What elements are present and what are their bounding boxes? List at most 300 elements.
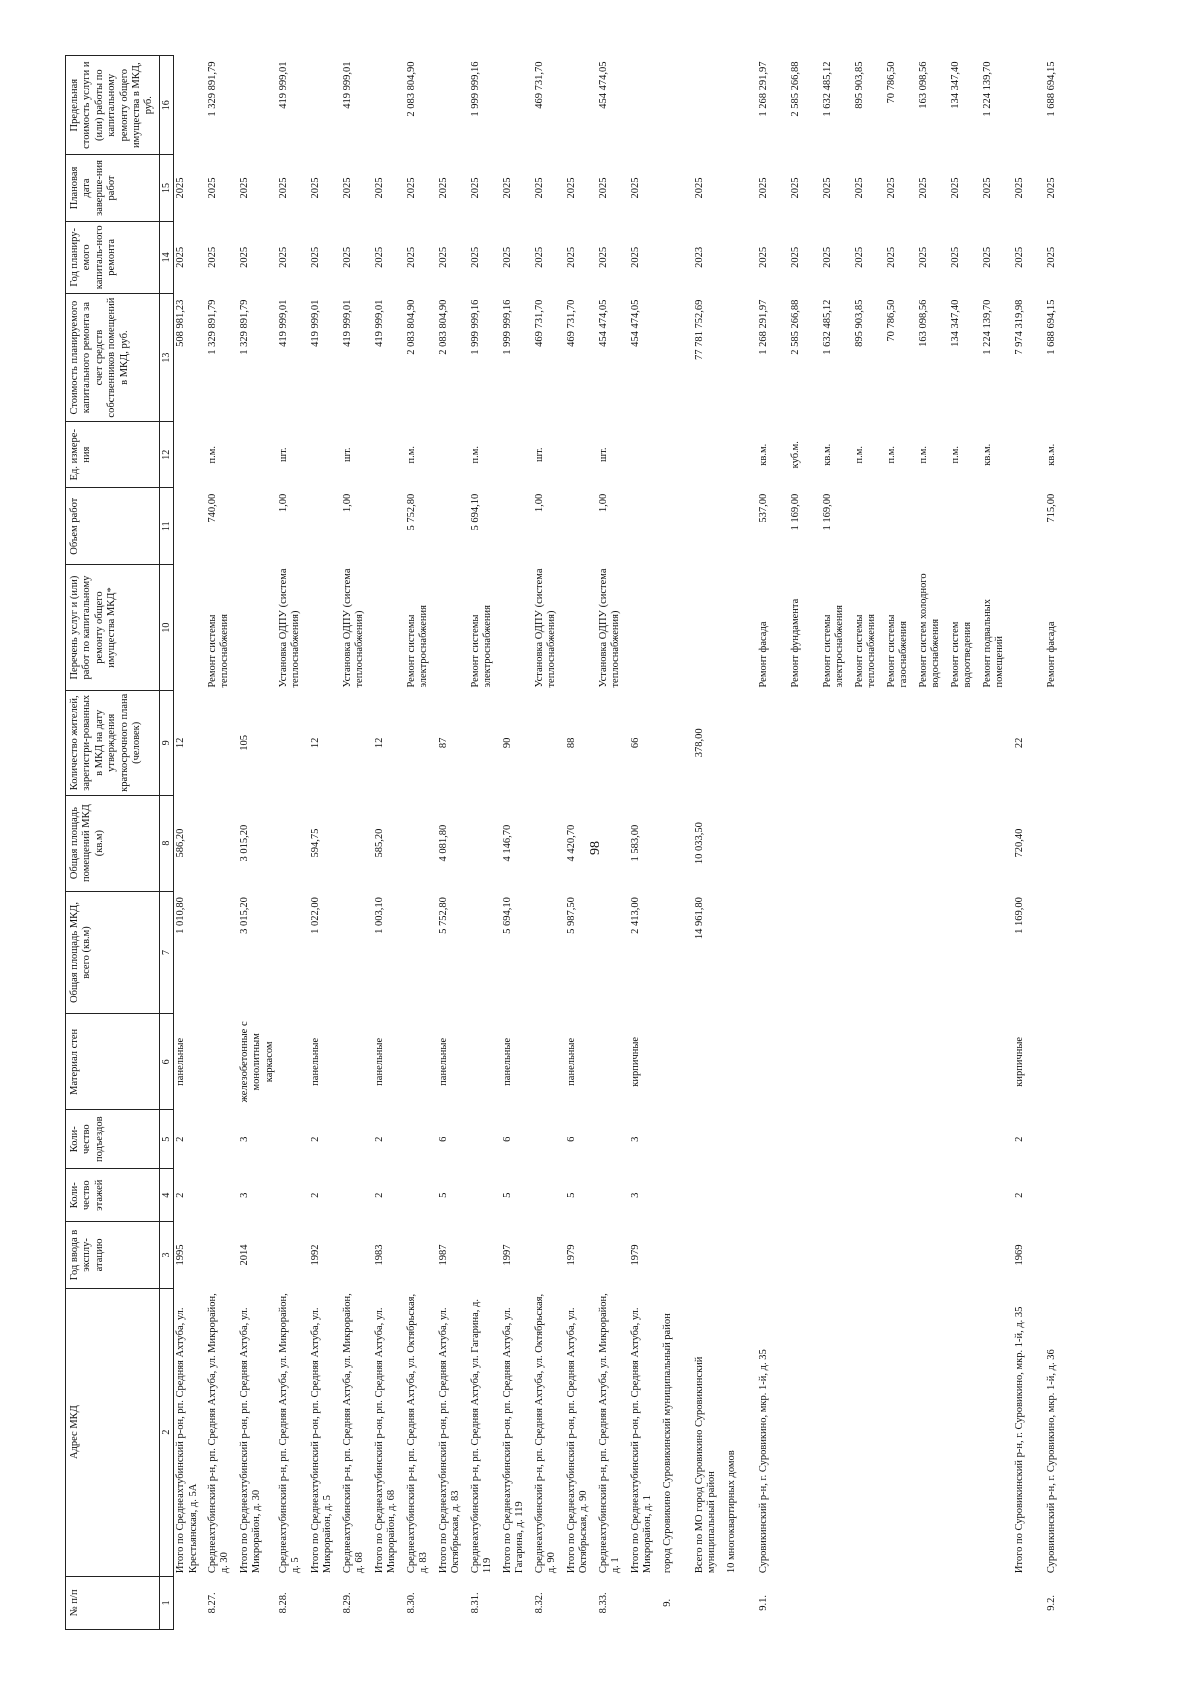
repair-year-cell: 2025 bbox=[630, 246, 642, 268]
completion-year-cell: 2025 bbox=[598, 177, 610, 199]
work-type-cell: Установка ОДПУ (система теплоснабжения) bbox=[278, 568, 302, 688]
page-number: 98 bbox=[588, 841, 603, 855]
entrances-cell bbox=[1045, 1110, 1077, 1169]
volume-cell: 1,00 bbox=[534, 493, 546, 513]
premises-area-cell bbox=[1045, 795, 1077, 891]
cost-cell: 469 731,70 bbox=[566, 299, 578, 347]
total-area-cell: 14 961,80 bbox=[694, 897, 706, 940]
address-cell bbox=[853, 1288, 885, 1576]
floors-cell bbox=[853, 1169, 885, 1222]
wall-material-cell bbox=[757, 1014, 789, 1110]
repair-year-cell: 2025 bbox=[1014, 246, 1026, 268]
header-cell: Стоимость планируемого капитального ремонта за счет средств собственников помещений в МКД, руб. bbox=[66, 294, 160, 422]
wall-material-cell bbox=[469, 1014, 501, 1110]
header-cell: Объем работ bbox=[66, 488, 160, 565]
year-cell bbox=[469, 1222, 501, 1288]
row-number bbox=[238, 1576, 277, 1629]
work-type-cell: Ремонт фасада bbox=[1046, 621, 1058, 688]
repair-year-cell: 2025 bbox=[1046, 246, 1058, 268]
volume-cell bbox=[174, 488, 206, 565]
table-row bbox=[981, 56, 1013, 1630]
total-area-cell: 2 413,00 bbox=[630, 897, 642, 934]
row-number bbox=[565, 1576, 597, 1629]
total-area-cell: 1 022,00 bbox=[310, 897, 322, 934]
work-type-cell: Установка ОДПУ (система теплоснабжения) bbox=[598, 568, 622, 688]
address-cell bbox=[917, 1288, 949, 1576]
premises-area-cell bbox=[917, 795, 949, 891]
cost-cell: 419 999,01 bbox=[342, 299, 354, 347]
column-number: 14 bbox=[159, 221, 174, 294]
header-cell: Общая площадь МКД, всего (кв.м) bbox=[66, 891, 160, 1014]
wall-material-cell bbox=[597, 1014, 629, 1110]
cost-cell: 419 999,01 bbox=[374, 299, 386, 347]
year-cell bbox=[917, 1222, 949, 1288]
limit-cost-cell bbox=[238, 56, 277, 155]
premises-area-cell: 586,20 bbox=[175, 828, 187, 858]
completion-year-cell: 2025 bbox=[566, 177, 578, 199]
work-type-cell: Ремонт систем водоотведения bbox=[950, 621, 974, 688]
address-cell: Среднеахтубинский р-н, рп. Средняя Ахтуба, ул. Октябрьская, д. 83 bbox=[406, 1293, 430, 1574]
floors-cell bbox=[693, 1169, 725, 1222]
total-area-cell: 5 694,10 bbox=[502, 897, 514, 934]
volume-cell bbox=[949, 488, 981, 565]
total-area-cell bbox=[789, 891, 821, 1014]
header-cell: Перечень услуг и (или) работ по капитальному ремонту общего имущества МКД* bbox=[66, 565, 160, 691]
completion-year-cell: 2025 bbox=[758, 177, 770, 199]
repair-year-cell: 2025 bbox=[238, 246, 250, 268]
address-cell: Всего по МО город Суровикино Суровикинский муниципальный район bbox=[694, 1356, 718, 1574]
limit-cost-cell: 70 786,50 bbox=[886, 61, 898, 104]
wall-material-cell bbox=[533, 1014, 565, 1110]
wall-material-cell: панельные bbox=[502, 1037, 514, 1086]
table-row bbox=[341, 56, 373, 1630]
floors-cell: 3 bbox=[630, 1192, 642, 1198]
year-cell: 1983 bbox=[374, 1244, 386, 1266]
cost-cell: 1 999 999,16 bbox=[502, 299, 514, 355]
total-area-cell bbox=[277, 891, 309, 1014]
wall-material-cell bbox=[277, 1014, 309, 1110]
premises-area-cell bbox=[469, 795, 501, 891]
entrances-cell: 2 bbox=[310, 1136, 322, 1142]
unit-cell bbox=[373, 422, 405, 488]
repair-year-cell: 2025 bbox=[598, 246, 610, 268]
volume-cell bbox=[981, 488, 1013, 565]
row-number bbox=[629, 1576, 661, 1629]
residents-cell bbox=[821, 691, 853, 796]
address-cell: Среднеахтубинский р-н, рп. Средняя Ахтуба, ул. Гагарина, д. 119 bbox=[470, 1298, 494, 1574]
completion-year-cell: 2025 bbox=[502, 177, 514, 199]
work-type-cell bbox=[565, 565, 597, 691]
header-cell: Общая площадь помещений МКД (кв.м) bbox=[66, 795, 160, 891]
completion-year-cell: 2025 bbox=[982, 177, 994, 199]
address-cell: Итого по Среднеахтубинский р-он, рп. Средняя Ахтуба, ул. Октябрьская, д. 90 bbox=[566, 1307, 590, 1574]
unit-cell bbox=[238, 422, 277, 488]
header-cell: Коли-чество подъездов bbox=[66, 1110, 160, 1169]
limit-cost-cell bbox=[629, 56, 661, 155]
residents-cell bbox=[949, 691, 981, 796]
cost-cell: 163 098,56 bbox=[918, 299, 930, 347]
floors-cell: 5 bbox=[566, 1192, 578, 1198]
cost-cell: 1 224 139,70 bbox=[982, 299, 994, 355]
volume-cell: 537,00 bbox=[758, 493, 770, 523]
total-area-cell bbox=[1045, 891, 1077, 1014]
year-cell bbox=[789, 1222, 821, 1288]
residents-cell: 22 bbox=[1014, 737, 1026, 749]
header-cell: № п/п bbox=[66, 1576, 160, 1629]
repair-year-cell bbox=[725, 221, 757, 294]
cost-cell: 1 329 891,79 bbox=[206, 299, 218, 355]
cost-cell: 895 903,85 bbox=[854, 299, 866, 347]
premises-area-cell: 720,40 bbox=[1014, 828, 1026, 858]
column-number: 3 bbox=[159, 1222, 174, 1288]
wall-material-cell: кирпичные bbox=[630, 1036, 642, 1087]
total-area-cell bbox=[949, 891, 981, 1014]
repair-year-cell: 2025 bbox=[886, 246, 898, 268]
residents-cell bbox=[757, 691, 789, 796]
repair-year-cell bbox=[661, 221, 693, 294]
floors-cell bbox=[661, 1169, 693, 1222]
address-cell: Среднеахтубинский р-н, рп. Средняя Ахтуба, ул. Микрорайон, д. 1 bbox=[598, 1293, 622, 1574]
address-cell: Итого по Суровикинский р-н, г. Суровикино, мкр. 1-й, д. 35 bbox=[1014, 1306, 1026, 1574]
unit-cell: куб.м. bbox=[790, 441, 802, 469]
year-cell bbox=[981, 1222, 1013, 1288]
residents-cell bbox=[1045, 691, 1077, 796]
entrances-cell bbox=[469, 1110, 501, 1169]
table-row bbox=[405, 56, 437, 1630]
floors-cell bbox=[206, 1169, 238, 1222]
residents-cell bbox=[277, 691, 309, 796]
address-cell: Среднеахтубинский р-н, рп. Средняя Ахтуба, ул. Микрорайон, д. 5 bbox=[278, 1293, 302, 1574]
address-cell: Итого по Среднеахтубинский р-он, рп. Средняя Ахтуба, ул. Крестьянская, д. 5А bbox=[175, 1307, 199, 1574]
floors-cell bbox=[277, 1169, 309, 1222]
year-cell: 2014 bbox=[238, 1244, 250, 1266]
table-row bbox=[661, 56, 693, 1630]
residents-cell bbox=[981, 691, 1013, 796]
column-number: 6 bbox=[159, 1014, 174, 1110]
completion-year-cell: 2025 bbox=[438, 177, 450, 199]
floors-cell: 2 bbox=[310, 1192, 322, 1198]
wall-material-cell bbox=[1045, 1014, 1077, 1110]
limit-cost-cell bbox=[174, 56, 206, 155]
cost-cell: 1 632 485,12 bbox=[822, 299, 834, 355]
volume-cell bbox=[238, 488, 277, 565]
entrances-cell: 2 bbox=[374, 1136, 386, 1142]
repair-year-cell: 2025 bbox=[438, 246, 450, 268]
volume-cell bbox=[565, 488, 597, 565]
volume-cell bbox=[309, 488, 341, 565]
floors-cell: 5 bbox=[438, 1192, 450, 1198]
entrances-cell bbox=[789, 1110, 821, 1169]
row-number bbox=[981, 1576, 1013, 1629]
repair-year-cell: 2025 bbox=[175, 246, 187, 268]
premises-area-cell bbox=[757, 795, 789, 891]
completion-year-cell: 2025 bbox=[470, 177, 482, 199]
premises-area-cell bbox=[661, 795, 693, 891]
unit-cell bbox=[174, 422, 206, 488]
volume-cell: 1,00 bbox=[598, 493, 610, 513]
wall-material-cell bbox=[821, 1014, 853, 1110]
table-row bbox=[565, 56, 597, 1630]
address-cell bbox=[981, 1288, 1013, 1576]
residents-cell bbox=[533, 691, 565, 796]
entrances-cell bbox=[949, 1110, 981, 1169]
column-number: 10 bbox=[159, 565, 174, 691]
table-row bbox=[949, 56, 981, 1630]
completion-year-cell: 2025 bbox=[206, 177, 218, 199]
residents-cell: 378,00 bbox=[694, 728, 706, 758]
total-area-cell bbox=[469, 891, 501, 1014]
entrances-cell bbox=[853, 1110, 885, 1169]
premises-area-cell: 4 146,70 bbox=[502, 824, 514, 862]
total-area-cell: 3 015,20 bbox=[238, 897, 250, 934]
cost-cell: 2 083 804,90 bbox=[406, 299, 418, 355]
row-number bbox=[885, 1576, 917, 1629]
unit-cell: п.м. bbox=[950, 445, 962, 464]
floors-cell bbox=[469, 1169, 501, 1222]
premises-area-cell bbox=[341, 795, 373, 891]
row-number bbox=[821, 1576, 853, 1629]
completion-year-cell: 2025 bbox=[238, 177, 250, 199]
row-number bbox=[1013, 1576, 1045, 1629]
limit-cost-cell: 134 347,40 bbox=[950, 61, 962, 109]
address-cell: Итого по Среднеахтубинский р-он, рп. Средняя Ахтуба, ул. Микрорайон, д. 5 bbox=[310, 1307, 334, 1574]
cost-cell: 469 731,70 bbox=[534, 299, 546, 347]
header-cell: Предельная стоимость услуги и (или) работы по капитальному ремонту общего имущества в МКД, руб. bbox=[66, 56, 160, 155]
premises-area-cell: 4 420,70 bbox=[566, 824, 578, 862]
entrances-cell bbox=[533, 1110, 565, 1169]
header-cell: Ед. измере-ния bbox=[66, 422, 160, 488]
year-cell bbox=[661, 1222, 693, 1288]
table-row bbox=[238, 56, 277, 1630]
volume-cell bbox=[629, 488, 661, 565]
total-area-cell bbox=[917, 891, 949, 1014]
floors-cell: 2 bbox=[1014, 1192, 1026, 1198]
header-cell: Год ввода в эксплу-атацию bbox=[66, 1222, 160, 1288]
residents-cell bbox=[885, 691, 917, 796]
residents-cell bbox=[853, 691, 885, 796]
year-cell: 1979 bbox=[566, 1244, 578, 1266]
limit-cost-cell: 895 903,85 bbox=[854, 61, 866, 109]
entrances-cell bbox=[725, 1110, 757, 1169]
row-number: 9.1. bbox=[758, 1594, 770, 1611]
repair-year-cell: 2025 bbox=[502, 246, 514, 268]
entrances-cell: 3 bbox=[630, 1136, 642, 1142]
floors-cell: 2 bbox=[374, 1192, 386, 1198]
table-row bbox=[789, 56, 821, 1630]
floors-cell bbox=[949, 1169, 981, 1222]
total-area-cell bbox=[405, 891, 437, 1014]
work-type-cell: Ремонт фундамента bbox=[790, 598, 802, 688]
entrances-cell bbox=[757, 1110, 789, 1169]
year-cell bbox=[949, 1222, 981, 1288]
table-row bbox=[1013, 56, 1045, 1630]
floors-cell bbox=[725, 1169, 757, 1222]
year-cell bbox=[725, 1222, 757, 1288]
table-row bbox=[501, 56, 533, 1630]
premises-area-cell: 3 015,20 bbox=[238, 824, 250, 862]
unit-cell bbox=[501, 422, 533, 488]
table-row bbox=[693, 56, 725, 1630]
column-number: 1 bbox=[159, 1576, 174, 1629]
year-cell bbox=[341, 1222, 373, 1288]
address-cell: Суровикинский р-н, г. Суровикино, мкр. 1-й, д. 36 bbox=[1046, 1349, 1058, 1574]
entrances-cell bbox=[661, 1110, 693, 1169]
completion-year-cell: 2025 bbox=[950, 177, 962, 199]
unit-cell: кв.м. bbox=[982, 443, 994, 466]
limit-cost-cell: 2 585 266,88 bbox=[790, 61, 802, 117]
total-area-cell bbox=[821, 891, 853, 1014]
address-cell bbox=[821, 1288, 853, 1576]
work-type-cell: Ремонт системы электроснабжения bbox=[822, 605, 846, 688]
limit-cost-cell: 1 688 694,15 bbox=[1046, 61, 1058, 117]
completion-year-cell: 2025 bbox=[886, 177, 898, 199]
entrances-cell: 6 bbox=[438, 1136, 450, 1142]
header-cell: Материал стен bbox=[66, 1014, 160, 1110]
header-cell: Коли-чество этажей bbox=[66, 1169, 160, 1222]
entrances-cell: 3 bbox=[238, 1136, 250, 1142]
unit-cell: шт. bbox=[598, 447, 610, 462]
repair-year-cell: 2025 bbox=[790, 246, 802, 268]
total-area-cell bbox=[206, 891, 238, 1014]
premises-area-cell bbox=[853, 795, 885, 891]
column-number: 13 bbox=[159, 294, 174, 422]
address-cell: город Суровикино Суровикинский муниципальный район bbox=[662, 1313, 674, 1574]
total-area-cell: 1 003,10 bbox=[374, 897, 386, 934]
wall-material-cell bbox=[853, 1014, 885, 1110]
table-row bbox=[757, 56, 789, 1630]
limit-cost-cell: 419 999,01 bbox=[342, 61, 354, 109]
floors-cell bbox=[885, 1169, 917, 1222]
completion-year-cell: 2025 bbox=[534, 177, 546, 199]
work-type-cell bbox=[238, 565, 277, 691]
limit-cost-cell: 469 731,70 bbox=[534, 61, 546, 109]
volume-cell: 1,00 bbox=[342, 493, 354, 513]
volume-cell: 5 752,80 bbox=[406, 493, 418, 531]
cost-cell: 1 268 291,97 bbox=[758, 299, 770, 355]
total-area-cell bbox=[341, 891, 373, 1014]
limit-cost-cell: 1 329 891,79 bbox=[206, 61, 218, 117]
repair-year-cell: 2025 bbox=[406, 246, 418, 268]
cost-cell: 419 999,01 bbox=[278, 299, 290, 347]
completion-year-cell: 2025 bbox=[918, 177, 930, 199]
work-type-cell: Ремонт системы электроснабжения bbox=[470, 605, 494, 688]
wall-material-cell bbox=[917, 1014, 949, 1110]
wall-material-cell bbox=[981, 1014, 1013, 1110]
row-number bbox=[725, 1576, 757, 1629]
row-number bbox=[437, 1576, 469, 1629]
wall-material-cell bbox=[341, 1014, 373, 1110]
volume-cell bbox=[437, 488, 469, 565]
floors-cell bbox=[821, 1169, 853, 1222]
work-type-cell: Ремонт системы газоснабжения bbox=[886, 614, 910, 688]
repair-year-cell: 2023 bbox=[694, 246, 706, 268]
cost-cell: 454 474,05 bbox=[630, 299, 642, 347]
unit-cell: кв.м. bbox=[1046, 443, 1058, 466]
entrances-cell: 2 bbox=[1014, 1136, 1026, 1142]
volume-cell: 715,00 bbox=[1046, 493, 1058, 523]
repair-year-cell: 2025 bbox=[470, 246, 482, 268]
premises-area-cell bbox=[789, 795, 821, 891]
row-number bbox=[917, 1576, 949, 1629]
entrances-cell: 6 bbox=[566, 1136, 578, 1142]
total-area-cell: 1 010,80 bbox=[175, 897, 187, 934]
table-row bbox=[597, 56, 629, 1630]
repair-year-cell: 2025 bbox=[758, 246, 770, 268]
rotated-table-container bbox=[65, 55, 1150, 1630]
column-number: 11 bbox=[159, 488, 174, 565]
repair-year-cell: 2025 bbox=[982, 246, 994, 268]
volume-cell bbox=[917, 488, 949, 565]
total-area-cell bbox=[981, 891, 1013, 1014]
year-cell bbox=[821, 1222, 853, 1288]
work-type-cell: Ремонт системы электроснабжения bbox=[406, 605, 430, 688]
completion-year-cell: 2025 bbox=[175, 177, 187, 199]
wall-material-cell bbox=[206, 1014, 238, 1110]
table-row bbox=[725, 56, 757, 1630]
limit-cost-cell: 1 268 291,97 bbox=[758, 61, 770, 117]
limit-cost-cell: 454 474,05 bbox=[598, 61, 610, 109]
cost-cell bbox=[725, 294, 757, 422]
year-cell bbox=[405, 1222, 437, 1288]
row-number bbox=[949, 1576, 981, 1629]
completion-year-cell: 2025 bbox=[278, 177, 290, 199]
year-cell: 1987 bbox=[438, 1244, 450, 1266]
limit-cost-cell bbox=[693, 56, 725, 155]
column-number-row bbox=[159, 56, 174, 1630]
address-cell: Итого по Среднеахтубинский р-он, рп. Средняя Ахтуба, ул. Микрорайон, д. 30 bbox=[238, 1307, 263, 1574]
table-row bbox=[174, 56, 206, 1630]
address-cell bbox=[885, 1288, 917, 1576]
cost-cell: 508 981,23 bbox=[175, 299, 187, 347]
wall-material-cell bbox=[885, 1014, 917, 1110]
address-cell: Итого по Среднеахтубинский р-он, рп. Средняя Ахтуба, ул. Октябрьская, д. 83 bbox=[438, 1307, 462, 1574]
entrances-cell bbox=[206, 1110, 238, 1169]
unit-cell: кв.м. bbox=[758, 443, 770, 466]
work-type-cell: Установка ОДПУ (система теплоснабжения) bbox=[534, 568, 558, 688]
table-row bbox=[821, 56, 853, 1630]
residents-cell bbox=[206, 691, 238, 796]
row-number bbox=[853, 1576, 885, 1629]
row-number: 8.33. bbox=[598, 1592, 610, 1614]
wall-material-cell bbox=[725, 1014, 757, 1110]
row-number bbox=[309, 1576, 341, 1629]
cost-cell: 419 999,01 bbox=[310, 299, 322, 347]
residents-cell bbox=[789, 691, 821, 796]
table-row bbox=[469, 56, 501, 1630]
floors-cell bbox=[757, 1169, 789, 1222]
row-number bbox=[501, 1576, 533, 1629]
premises-area-cell bbox=[405, 795, 437, 891]
entrances-cell bbox=[341, 1110, 373, 1169]
table-row bbox=[277, 56, 309, 1630]
table-row bbox=[853, 56, 885, 1630]
address-cell: Итого по Среднеахтубинский р-он, рп. Средняя Ахтуба, ул. Микрорайон, д. 68 bbox=[374, 1307, 398, 1574]
column-number: 16 bbox=[159, 56, 174, 155]
repair-year-cell: 2025 bbox=[310, 246, 322, 268]
completion-year-cell: 2025 bbox=[342, 177, 354, 199]
residents-cell: 12 bbox=[374, 737, 386, 749]
entrances-cell bbox=[981, 1110, 1013, 1169]
premises-area-cell bbox=[206, 795, 238, 891]
limit-cost-cell bbox=[725, 56, 757, 155]
address-cell: Среднеахтубинский р-н, рп. Средняя Ахтуба, ул. Микрорайон, д. 68 bbox=[342, 1293, 366, 1574]
limit-cost-cell: 1 632 485,12 bbox=[822, 61, 834, 117]
row-number: 8.27. bbox=[206, 1592, 218, 1614]
residents-cell: 87 bbox=[438, 737, 450, 749]
premises-area-cell: 594,75 bbox=[310, 828, 322, 858]
completion-year-cell: 2025 bbox=[630, 177, 642, 199]
residents-cell bbox=[917, 691, 949, 796]
